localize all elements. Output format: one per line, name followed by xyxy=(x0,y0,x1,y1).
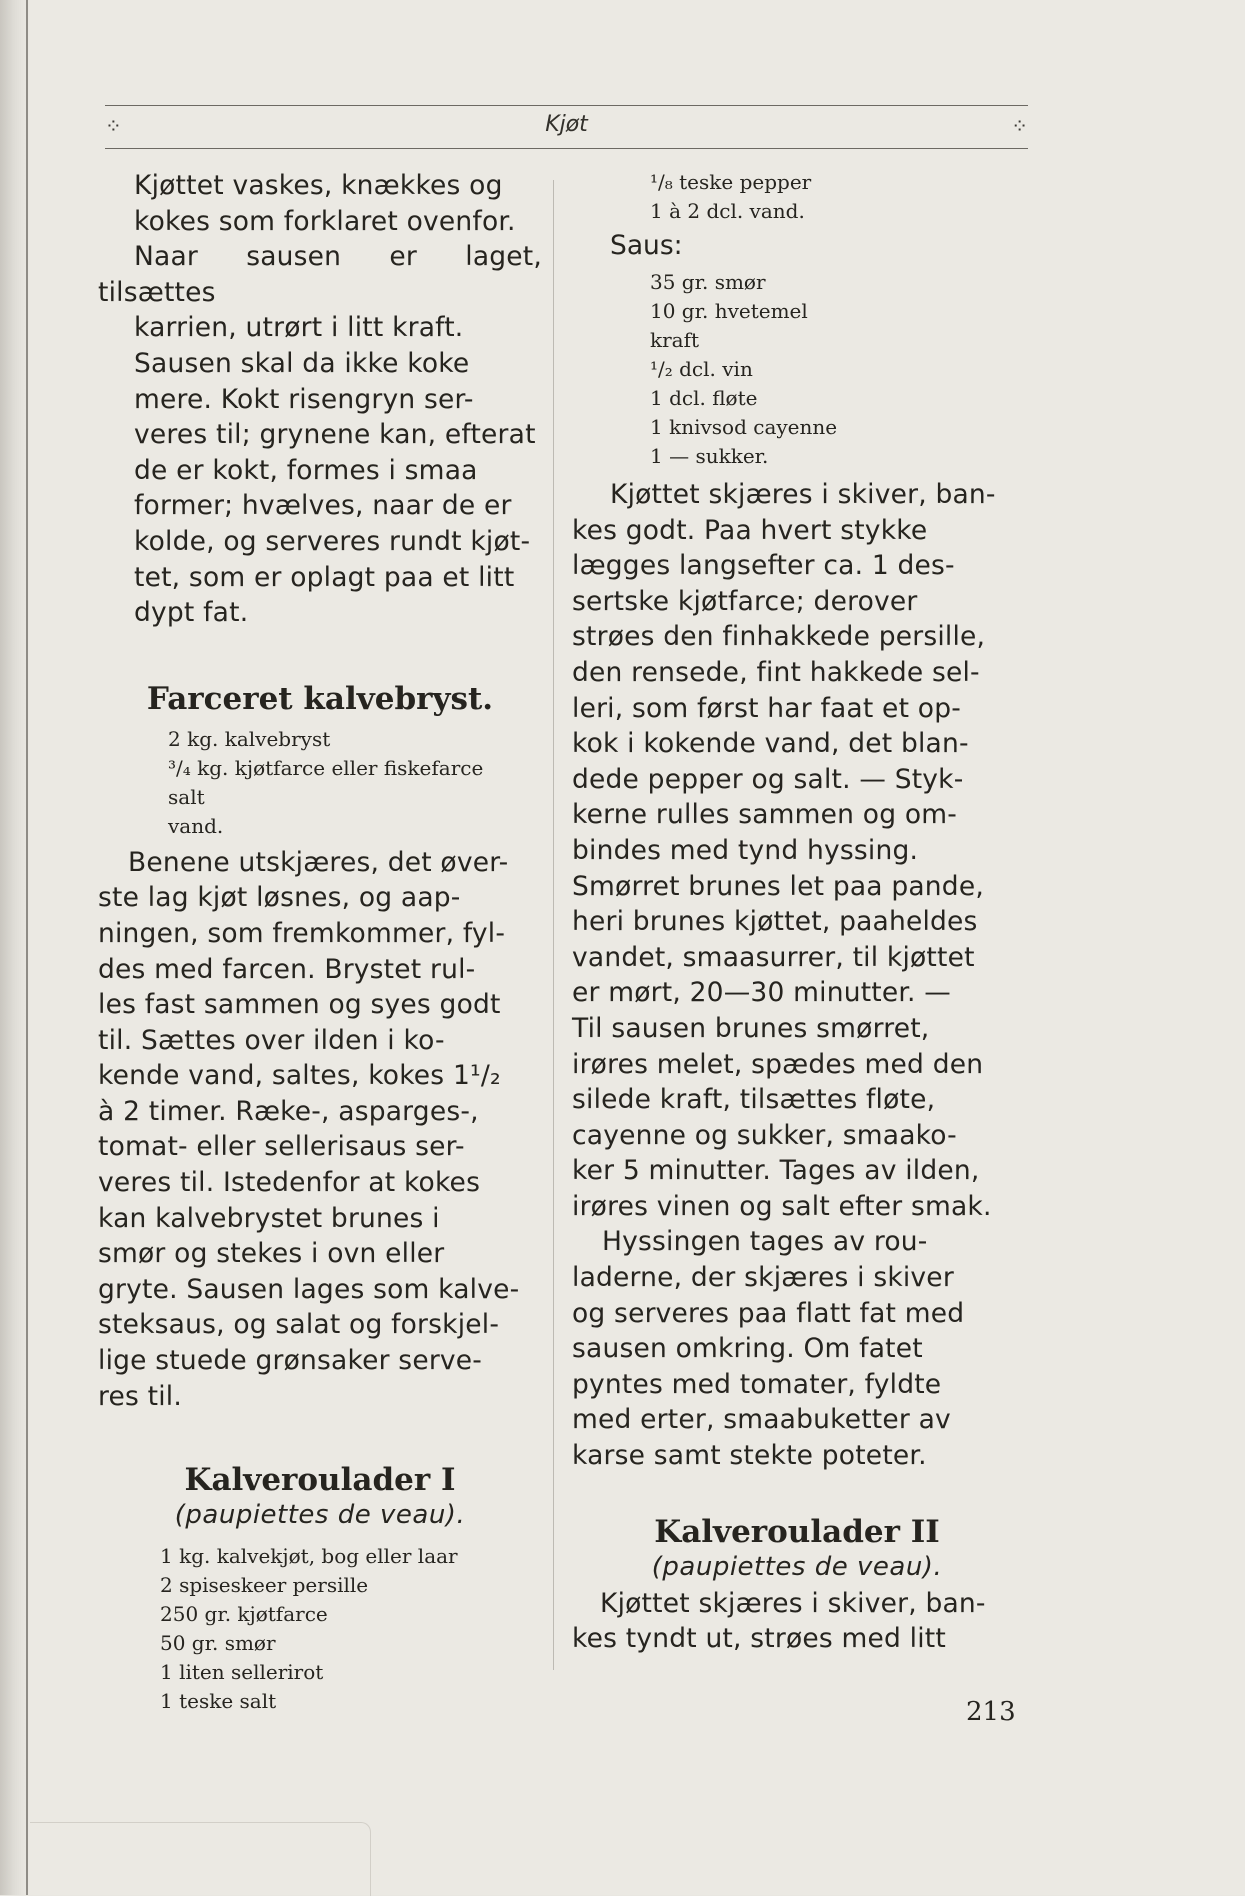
ingredient-item: 1 liten sellerirot xyxy=(160,1660,324,1685)
text-line: dede pepper og salt. — Styk- xyxy=(572,763,964,795)
text-line: kolde, og serveres rundt kjøt- xyxy=(134,525,531,557)
recipe-subtitle-kalveroulader-1: (paupiettes de veau). xyxy=(174,1500,466,1531)
text-line: ningen, som fremkommer, fyl- xyxy=(98,917,506,949)
text-line: silede kraft, tilsættes fløte, xyxy=(572,1084,936,1116)
text-line: ker 5 minutter. Tages av ilden, xyxy=(572,1155,980,1187)
text-line: veres til. Istedenfor at kokes xyxy=(98,1167,481,1199)
recipe-title-kalveroulader-1: Kalveroulader I xyxy=(184,1462,456,1499)
ingredient-item: 35 gr. smør xyxy=(650,270,766,294)
ingredient-item: 50 gr. smør xyxy=(160,1631,276,1656)
text-line: kokes som forklaret ovenfor. xyxy=(134,205,516,237)
recipe-title-farceret: Farceret kalvebryst. xyxy=(146,680,494,717)
right-column xyxy=(572,168,1022,1657)
text-line: til. Sættes over ilden i ko- xyxy=(98,1024,445,1056)
ingredient-item: 2 spiseskeer persille xyxy=(160,1573,369,1598)
text-line: kan kalvebrystet brunes i xyxy=(98,1202,440,1234)
text-line: Hyssingen tages av rou- xyxy=(602,1226,928,1258)
text-line: steksaus, og salat og forskjel- xyxy=(98,1309,500,1341)
text-line: Kjøttet skjæres i skiver, ban- xyxy=(600,1587,986,1619)
page-tab-outline xyxy=(30,1822,371,1896)
text-line: Kjøttet skjæres i skiver, ban- xyxy=(610,479,996,510)
ingredient-item: 2 kg. kalvebryst xyxy=(168,726,331,751)
text-line: à 2 timer. Ræke-, asparges-, xyxy=(98,1095,479,1127)
text-line: smør og stekes i ovn eller xyxy=(98,1238,445,1270)
ornament-left-icon: ⁘ xyxy=(105,114,122,138)
ingredient-item: 250 gr. kjøtfarce xyxy=(160,1602,328,1627)
ingredient-item: 1 dcl. fløte xyxy=(650,386,758,410)
text-line: sausen omkring. Om fatet xyxy=(572,1333,923,1365)
ingredient-item: ¹/₈ teske pepper xyxy=(650,170,812,194)
page-number: 213 xyxy=(966,1697,1016,1727)
text-line: strøes den finhakkede persille, xyxy=(572,621,986,653)
recipe-method-farceret xyxy=(98,845,542,1415)
recipe-title-kalveroulader-2: Kalveroulader II xyxy=(654,1513,940,1550)
text-line: mere. Kokt risengryn ser- xyxy=(134,383,474,415)
recipe-subtitle-kalveroulader-2: (paupiettes de veau). xyxy=(651,1551,943,1582)
ornament-right-icon: ⁘ xyxy=(1011,114,1028,138)
column-divider xyxy=(553,180,554,1670)
text-line: Benene utskjæres, det øver- xyxy=(128,846,509,878)
text-line: kok i kokende vand, det blan- xyxy=(572,728,969,760)
text-line: tet, som er oplagt paa et litt xyxy=(134,561,515,593)
ingredient-item: 1 — sukker. xyxy=(650,444,769,468)
ingredient-item: 1 knivsod cayenne xyxy=(650,415,838,439)
ingredient-item: vand. xyxy=(168,813,224,838)
left-column xyxy=(98,168,542,1716)
text-line: er mørt, 20—30 minutter. — xyxy=(572,977,952,1009)
ingredient-item: 1 à 2 dcl. vand. xyxy=(650,199,805,223)
text-line: les fast sammen og syes godt xyxy=(98,989,501,1021)
text-line: sertske kjøtfarce; derover xyxy=(572,585,918,617)
ingredient-list-farceret xyxy=(98,725,542,841)
text-line: ste lag kjøt løsnes, og aap- xyxy=(98,882,461,914)
text-line: lægges langsefter ca. 1 des- xyxy=(572,550,955,582)
text-line: karrien, utrørt i litt kraft. xyxy=(134,312,464,344)
ingredient-item: salt xyxy=(168,784,205,809)
text-line: irøres melet, spædes med den xyxy=(572,1048,984,1080)
text-line: Smørret brunes let paa pande, xyxy=(572,870,984,902)
text-line: bindes med tynd hyssing. xyxy=(572,834,919,866)
text-line: laderne, der skjæres i skiver xyxy=(572,1262,954,1294)
ingredient-item: 1 teske salt xyxy=(160,1689,277,1714)
recipe-method-kalveroulader-2 xyxy=(572,1586,1022,1657)
text-line: dypt fat. xyxy=(134,597,249,629)
text-line: lige stuede grønsaker serve- xyxy=(98,1345,483,1377)
text-line: gryte. Sausen lages som kalve- xyxy=(98,1273,520,1305)
text-line: Til sausen brunes smørret, xyxy=(572,1012,930,1044)
ingredient-list-continued xyxy=(572,168,1022,226)
text-line: tomat- eller sellerisaus ser- xyxy=(98,1131,465,1163)
text-line: former; hvælves, naar de er xyxy=(134,490,512,522)
text-line: de er kokt, formes i smaa xyxy=(134,454,478,486)
text-line: karse samt stekte poteter. xyxy=(572,1440,927,1472)
text-line: cayenne og sukker, smaako- xyxy=(572,1119,957,1151)
text-line: Naar sausen er laget, tilsættes xyxy=(98,241,542,308)
text-line: den rensede, fint hakkede sel- xyxy=(572,656,980,688)
text-line: kes godt. Paa hvert stykke xyxy=(572,514,928,546)
text-line: kes tyndt ut, strøes med litt xyxy=(572,1623,946,1655)
text-line: vandet, smaasurrer, til kjøttet xyxy=(572,941,975,973)
text-line: res til. xyxy=(98,1380,182,1412)
recipe-method-kalveroulader-1 xyxy=(572,477,1022,1224)
text-line: Sausen skal da ikke koke xyxy=(134,347,470,379)
text-line: veres til; grynene kan, efterat xyxy=(134,419,536,451)
chapter-title: Kjøt xyxy=(545,112,588,137)
text-line: kende vand, saltes, kokes 1¹/₂ xyxy=(98,1060,501,1092)
ingredient-item: ¹/₂ dcl. vin xyxy=(650,357,753,381)
saus-ingredient-list xyxy=(572,268,1022,471)
text-line: pyntes med tomater, fyldte xyxy=(572,1368,942,1400)
text-line: leri, som først har faat et op- xyxy=(572,692,961,724)
text-line: med erter, smaabuketter av xyxy=(572,1404,951,1436)
saus-label: Saus: xyxy=(610,230,683,261)
text-line: og serveres paa flatt fat med xyxy=(572,1297,965,1329)
text-line: des med farcen. Brystet rul- xyxy=(98,953,476,985)
ingredient-item: 1 kg. kalvekjøt, bog eller laar xyxy=(160,1544,458,1569)
ingredient-item: kraft xyxy=(650,328,700,352)
spine-edge xyxy=(26,0,28,1895)
intro-paragraph xyxy=(98,168,542,631)
text-line: kerne rulles sammen og om- xyxy=(572,799,958,831)
ingredient-item: ³/₄ kg. kjøtfarce eller fiskefarce xyxy=(168,755,484,780)
ingredient-item: 10 gr. hvetemel xyxy=(650,299,808,323)
ingredient-list-kalveroulader-1 xyxy=(98,1542,542,1716)
text-line: Kjøttet vaskes, knækkes og xyxy=(134,170,503,201)
running-header xyxy=(105,105,1028,149)
recipe-serving-kalveroulader-1 xyxy=(572,1224,1022,1473)
text-line: irøres vinen og salt efter smak. xyxy=(572,1190,992,1222)
text-line: heri brunes kjøttet, paaheldes xyxy=(572,906,978,938)
